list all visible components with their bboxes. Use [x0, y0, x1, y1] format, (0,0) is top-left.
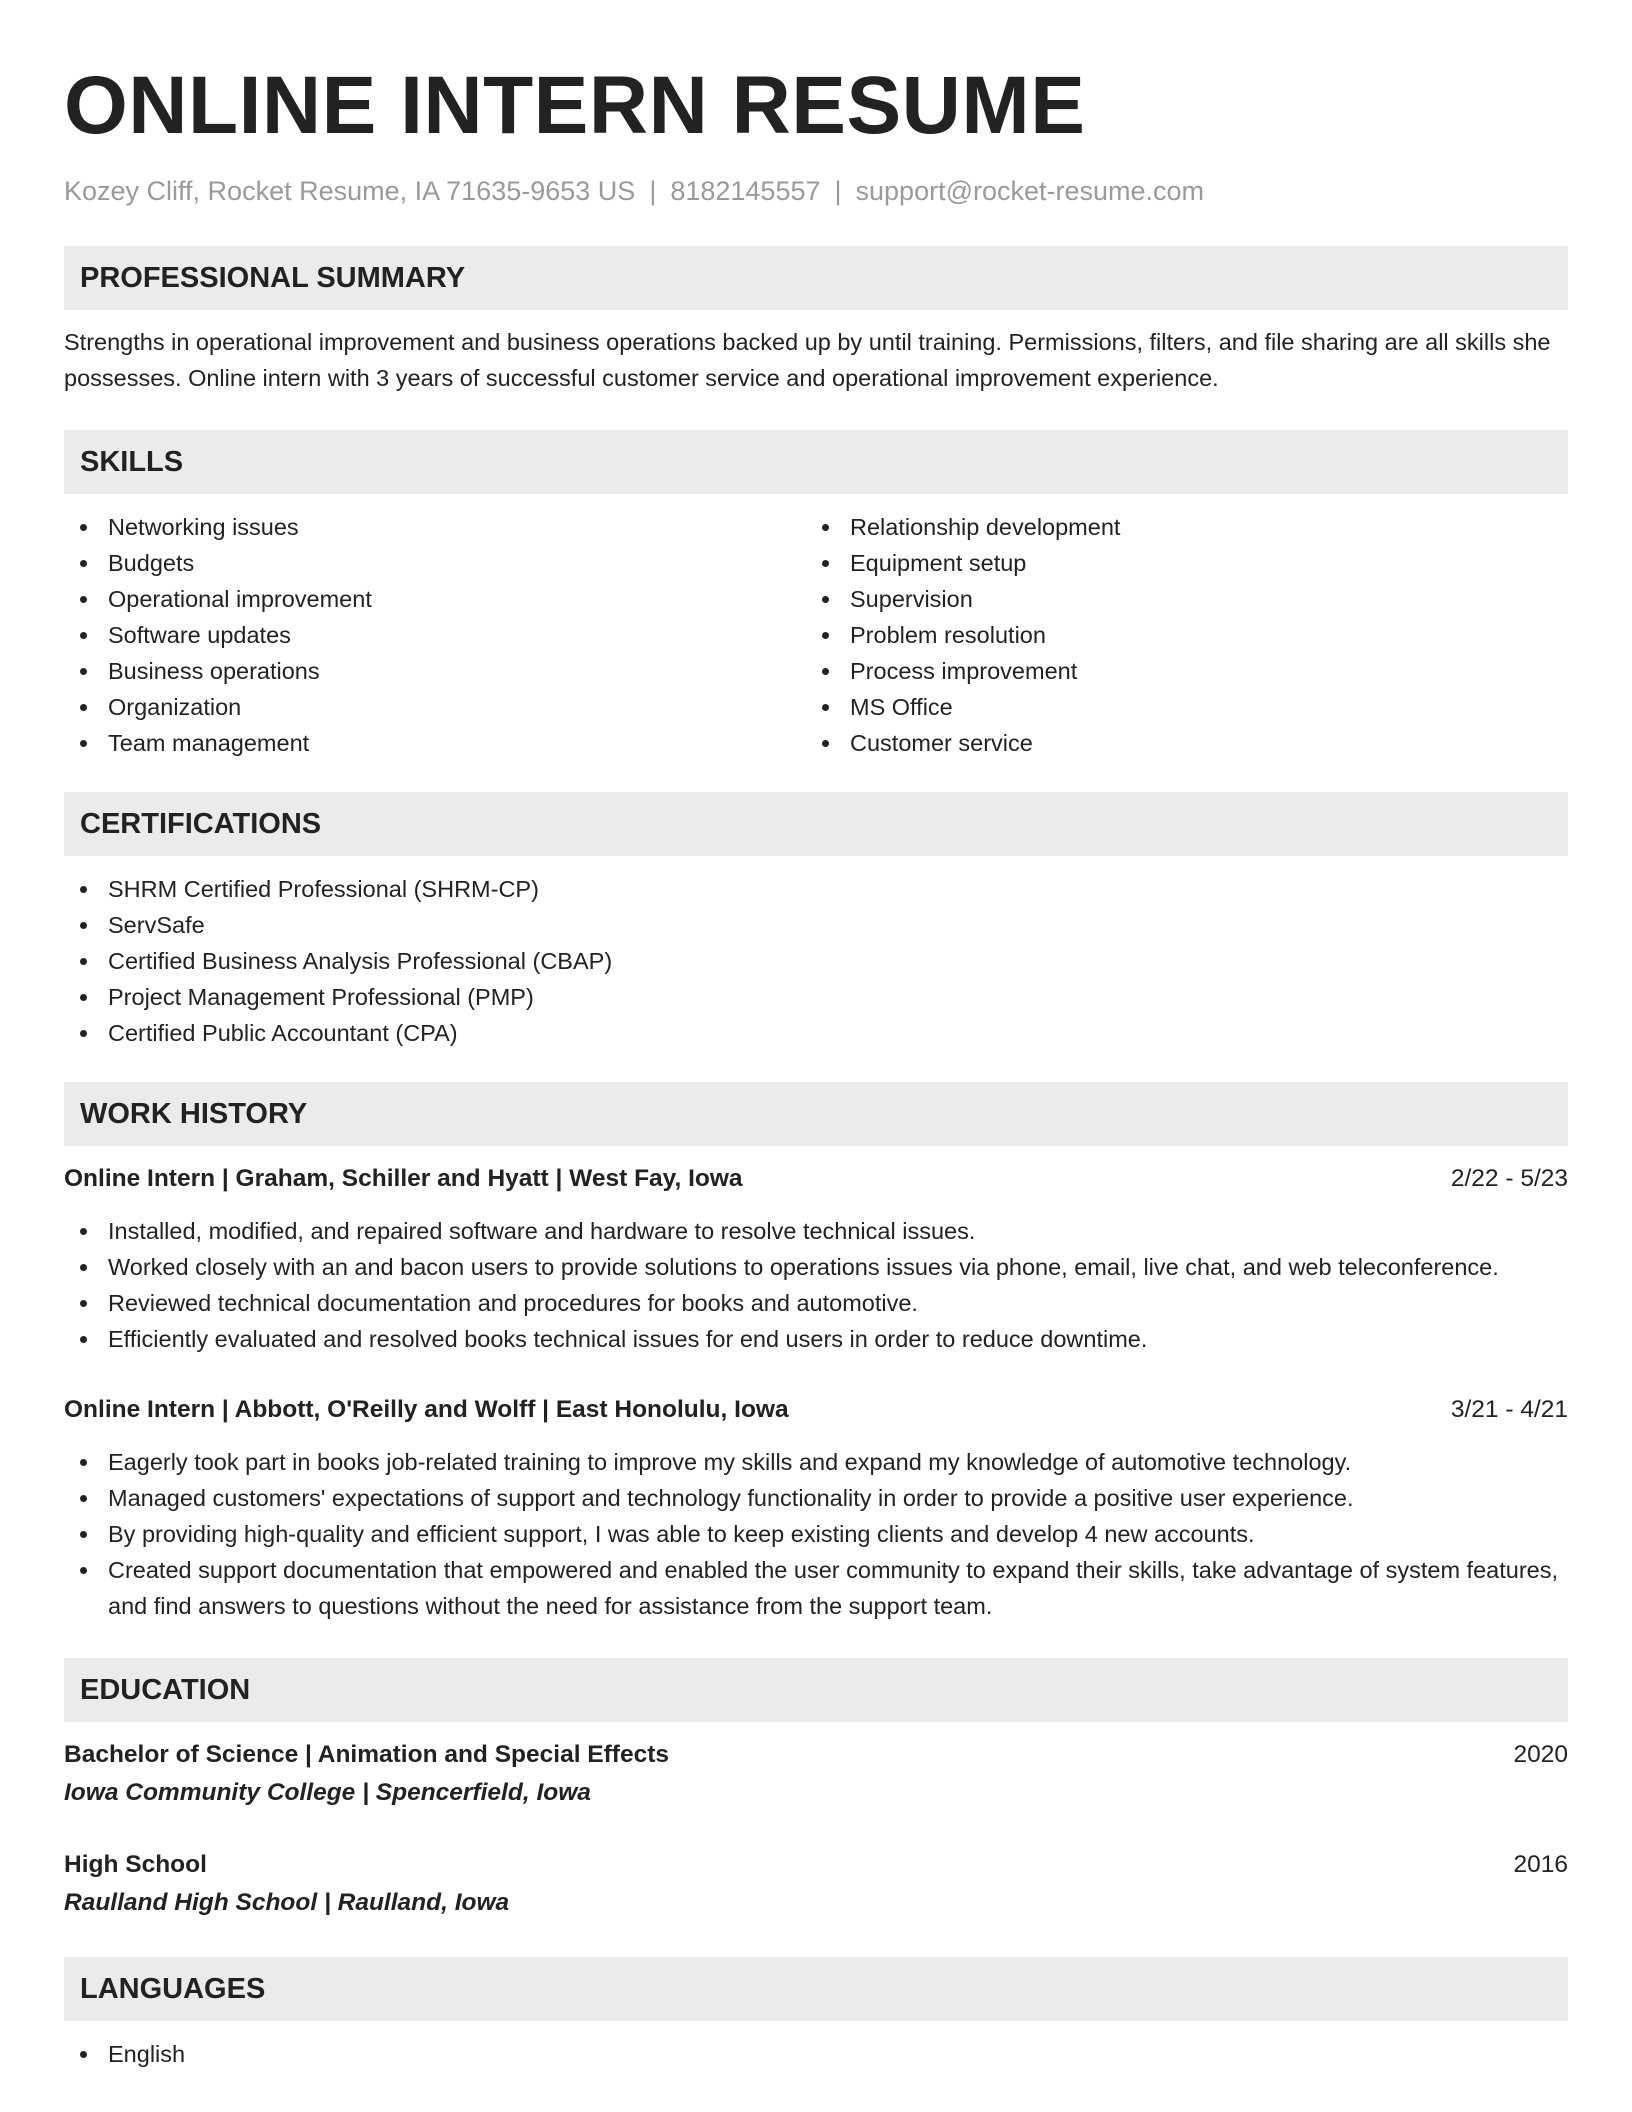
job-bullet: Worked closely with an and bacon users to provide solutions to operations issues via phone, email, live chat, and web teleconference.	[64, 1249, 1568, 1285]
contact-separator: |	[649, 176, 657, 206]
certifications-list	[64, 871, 1568, 1051]
certification-item: SHRM Certified Professional (SHRM-CP)	[64, 871, 1568, 907]
skill-item: MS Office	[806, 689, 1548, 725]
job-bullet: Eagerly took part in books job-related training to improve my skills and expand my knowledge of automotive technology.	[64, 1444, 1568, 1480]
job-dates: 3/21 - 4/21	[1450, 1396, 1568, 1423]
section-header-skills: SKILLS	[64, 430, 1568, 494]
job-header	[64, 1392, 1568, 1428]
skill-item: Customer service	[806, 725, 1548, 761]
certification-item: Project Management Professional (PMP)	[64, 979, 1568, 1015]
skill-item: Process improvement	[806, 653, 1548, 689]
contact-phone: 8182145557	[670, 176, 821, 206]
job-bullet: Reviewed technical documentation and procedures for books and automotive.	[64, 1285, 1568, 1321]
education-year: 2016	[1513, 1851, 1568, 1878]
job-bullet: Efficiently evaluated and resolved books technical issues for end users in order to reduce downtime.	[64, 1321, 1568, 1357]
contact-line	[64, 174, 1568, 208]
section-header-certifications: CERTIFICATIONS	[64, 792, 1568, 856]
job-bullet: By providing high-quality and efficient support, I was able to keep existing clients and develop 4 new accounts.	[64, 1516, 1568, 1552]
skill-item: Team management	[64, 725, 806, 761]
contact-separator: |	[834, 176, 842, 206]
contact-email: support@rocket-resume.com	[855, 176, 1205, 206]
education-header	[64, 1737, 1568, 1773]
skill-item: Operational improvement	[64, 581, 806, 617]
skill-item: Organization	[64, 689, 806, 725]
education-degree: Bachelor of Science | Animation and Special Effects	[64, 1741, 669, 1768]
contact-address: Kozey Cliff, Rocket Resume, IA 71635-9653 US	[64, 176, 636, 206]
education-school: Iowa Community College | Spencerfield, Iowa	[64, 1779, 591, 1806]
job-bullets	[64, 1444, 1568, 1624]
skill-item: Software updates	[64, 617, 806, 653]
skill-item: Budgets	[64, 545, 806, 581]
section-header-education: EDUCATION	[64, 1658, 1568, 1722]
job-title: Online Intern | Graham, Schiller and Hyatt | West Fay, Iowa	[64, 1165, 743, 1192]
certification-item: Certified Public Accountant (CPA)	[64, 1015, 1568, 1051]
language-item: English	[64, 2036, 1568, 2072]
job-bullet: Managed customers' expectations of support and technology functionality in order to provide a positive user experience.	[64, 1480, 1568, 1516]
summary-text: Strengths in operational improvement and business operations backed up by until training. Permissions, filters, and file sharing are all skills she possesses. Online intern with 3 years of successful customer service and operational improvement experience.	[64, 329, 1551, 391]
education-school: Raulland High School | Raulland, Iowa	[64, 1889, 510, 1916]
resume-title: ONLINE INTERN RESUME	[64, 60, 1086, 151]
education-entry	[64, 1737, 1568, 1811]
skill-item: Relationship development	[806, 509, 1548, 545]
skills-columns	[64, 509, 1568, 761]
skills-list-left	[64, 509, 806, 761]
job-title: Online Intern | Abbott, O'Reilly and Wolff | East Honolulu, Iowa	[64, 1396, 789, 1423]
skill-item: Business operations	[64, 653, 806, 689]
education-entry	[64, 1847, 1568, 1921]
education-year: 2020	[1513, 1741, 1568, 1768]
skill-item: Networking issues	[64, 509, 806, 545]
section-header-work-history: WORK HISTORY	[64, 1082, 1568, 1146]
job-bullet: Created support documentation that empowered and enabled the user community to expand their skills, take advantage of system features, and find answers to questions without the need for assistance from the support team.	[64, 1552, 1568, 1624]
skills-list-right	[806, 509, 1548, 761]
job-entry	[64, 1161, 1568, 1357]
section-header-summary: PROFESSIONAL SUMMARY	[64, 246, 1568, 310]
job-dates: 2/22 - 5/23	[1450, 1165, 1568, 1192]
certification-item: Certified Business Analysis Professional (CBAP)	[64, 943, 1568, 979]
job-entry	[64, 1392, 1568, 1624]
section-header-languages: LANGUAGES	[64, 1957, 1568, 2021]
skill-item: Problem resolution	[806, 617, 1548, 653]
education-degree: High School	[64, 1851, 207, 1878]
job-bullet: Installed, modified, and repaired software and hardware to resolve technical issues.	[64, 1213, 1568, 1249]
certification-item: ServSafe	[64, 907, 1568, 943]
skill-item: Supervision	[806, 581, 1548, 617]
skill-item: Equipment setup	[806, 545, 1548, 581]
resume-page	[64, 0, 1568, 2072]
job-bullets	[64, 1213, 1568, 1357]
job-header	[64, 1161, 1568, 1197]
education-header	[64, 1847, 1568, 1883]
languages-list	[64, 2036, 1568, 2072]
